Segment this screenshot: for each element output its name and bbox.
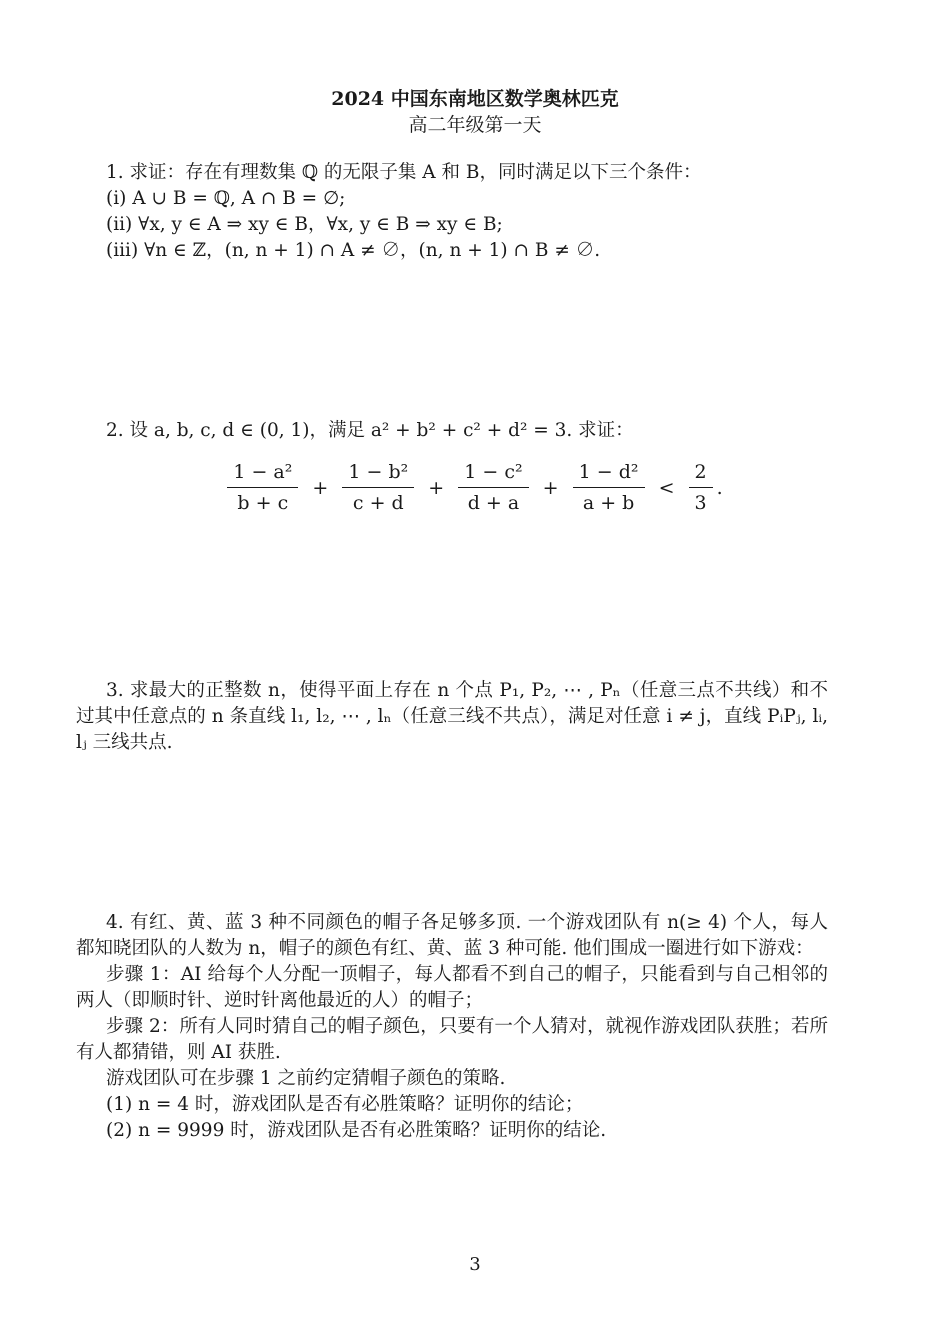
fraction-2-numerator: 1 − b² [342, 460, 414, 488]
fraction-4-numerator: 1 − d² [573, 460, 645, 488]
problem-1-condition-i: (i) A ∪ B = ℚ, A ∩ B = ∅; [106, 188, 346, 209]
problem-4-step-1: 步骤 1：AI 给每个人分配一顶帽子，每人都看不到自己的帽子，只能看到与自己相邻的两人（即顺时针、逆时针离他最近的人）的帽子； [76, 964, 828, 1011]
fraction-1-denominator: b + c [237, 492, 289, 514]
fraction-1 [227, 460, 298, 515]
formula-period: . [716, 476, 723, 499]
fraction-3 [458, 460, 528, 515]
less-than-sign: < [658, 476, 675, 499]
page-number: 3 [469, 1254, 481, 1275]
problem-4-intro: 4. 有红、黄、蓝 3 种不同颜色的帽子各足够多顶. 一个游戏团队有 n(≥ 4) 个人，每人都知晓团队的人数为 n，帽子的颜色有红、黄、蓝 3 种可能. 他们围成一圈进行如下游戏： [76, 912, 828, 959]
problem-3-statement: 3. 求最大的正整数 n，使得平面上存在 n 个点 P₁, P₂, ⋯ , Pₙ（任意三点不共线）和不过其中任意点的 n 条直线 l₁, l₂, ⋯ , lₙ（任意三线不共点），满足对任意 i ≠ j，直线 PᵢPⱼ, lᵢ, lⱼ 三线共点. [76, 680, 828, 753]
problem-2-statement: 2. 设 a, b, c, d ∈ (0, 1)，满足 a² + b² + c² + d² = 3. 求证： [106, 420, 634, 441]
document-header [0, 86, 950, 138]
fraction-3-denominator: d + a [467, 492, 520, 514]
fraction-2 [342, 460, 414, 515]
fraction-2-denominator: c + d [352, 492, 404, 514]
problem-4-step-2: 步骤 2：所有人同时猜自己的帽子颜色，只要有一个人猜对，就视作游戏团队获胜；若所有人都猜错，则 AI 获胜. [76, 1016, 828, 1063]
document-title: 2024 中国东南地区数学奥林匹克 [331, 88, 619, 110]
fraction-4-denominator: a + b [582, 492, 635, 514]
problem-1 [76, 160, 828, 264]
document-subtitle: 高二年级第一天 [408, 114, 542, 136]
fraction-1-numerator: 1 − a² [227, 460, 298, 488]
problem-4-question-1: (1) n = 4 时，游戏团队是否有必胜策略？证明你的结论； [106, 1094, 584, 1115]
fraction-3-numerator: 1 − c² [458, 460, 528, 488]
problem-1-statement: 1. 求证：存在有理数集 ℚ 的无限子集 A 和 B，同时满足以下三个条件： [106, 162, 702, 183]
problem-4-strategy: 游戏团队可在步骤 1 之前约定猜帽子颜色的策略. [106, 1068, 506, 1089]
plus-sign-3: + [542, 476, 559, 499]
plus-sign-1: + [312, 476, 329, 499]
problem-4-question-2: (2) n = 9999 时，游戏团队是否有必胜策略？证明你的结论. [106, 1120, 607, 1141]
rhs-numerator: 2 [689, 460, 713, 488]
problem-1-condition-ii: (ii) ∀x, y ∈ A ⇒ xy ∈ B，∀x, y ∈ B ⇒ xy ∈ B; [106, 214, 503, 235]
problem-3 [76, 678, 828, 756]
problem-4 [76, 910, 828, 1144]
problem-2-inequality [0, 460, 950, 515]
problem-2 [76, 418, 828, 444]
plus-sign-2: + [428, 476, 445, 499]
fraction-4 [573, 460, 645, 515]
rhs-denominator: 3 [694, 492, 707, 514]
problem-1-condition-iii: (iii) ∀n ∈ ℤ，(n, n + 1) ∩ A ≠ ∅，(n, n + 1) ∩ B ≠ ∅. [106, 240, 601, 261]
rhs-fraction [689, 460, 713, 515]
